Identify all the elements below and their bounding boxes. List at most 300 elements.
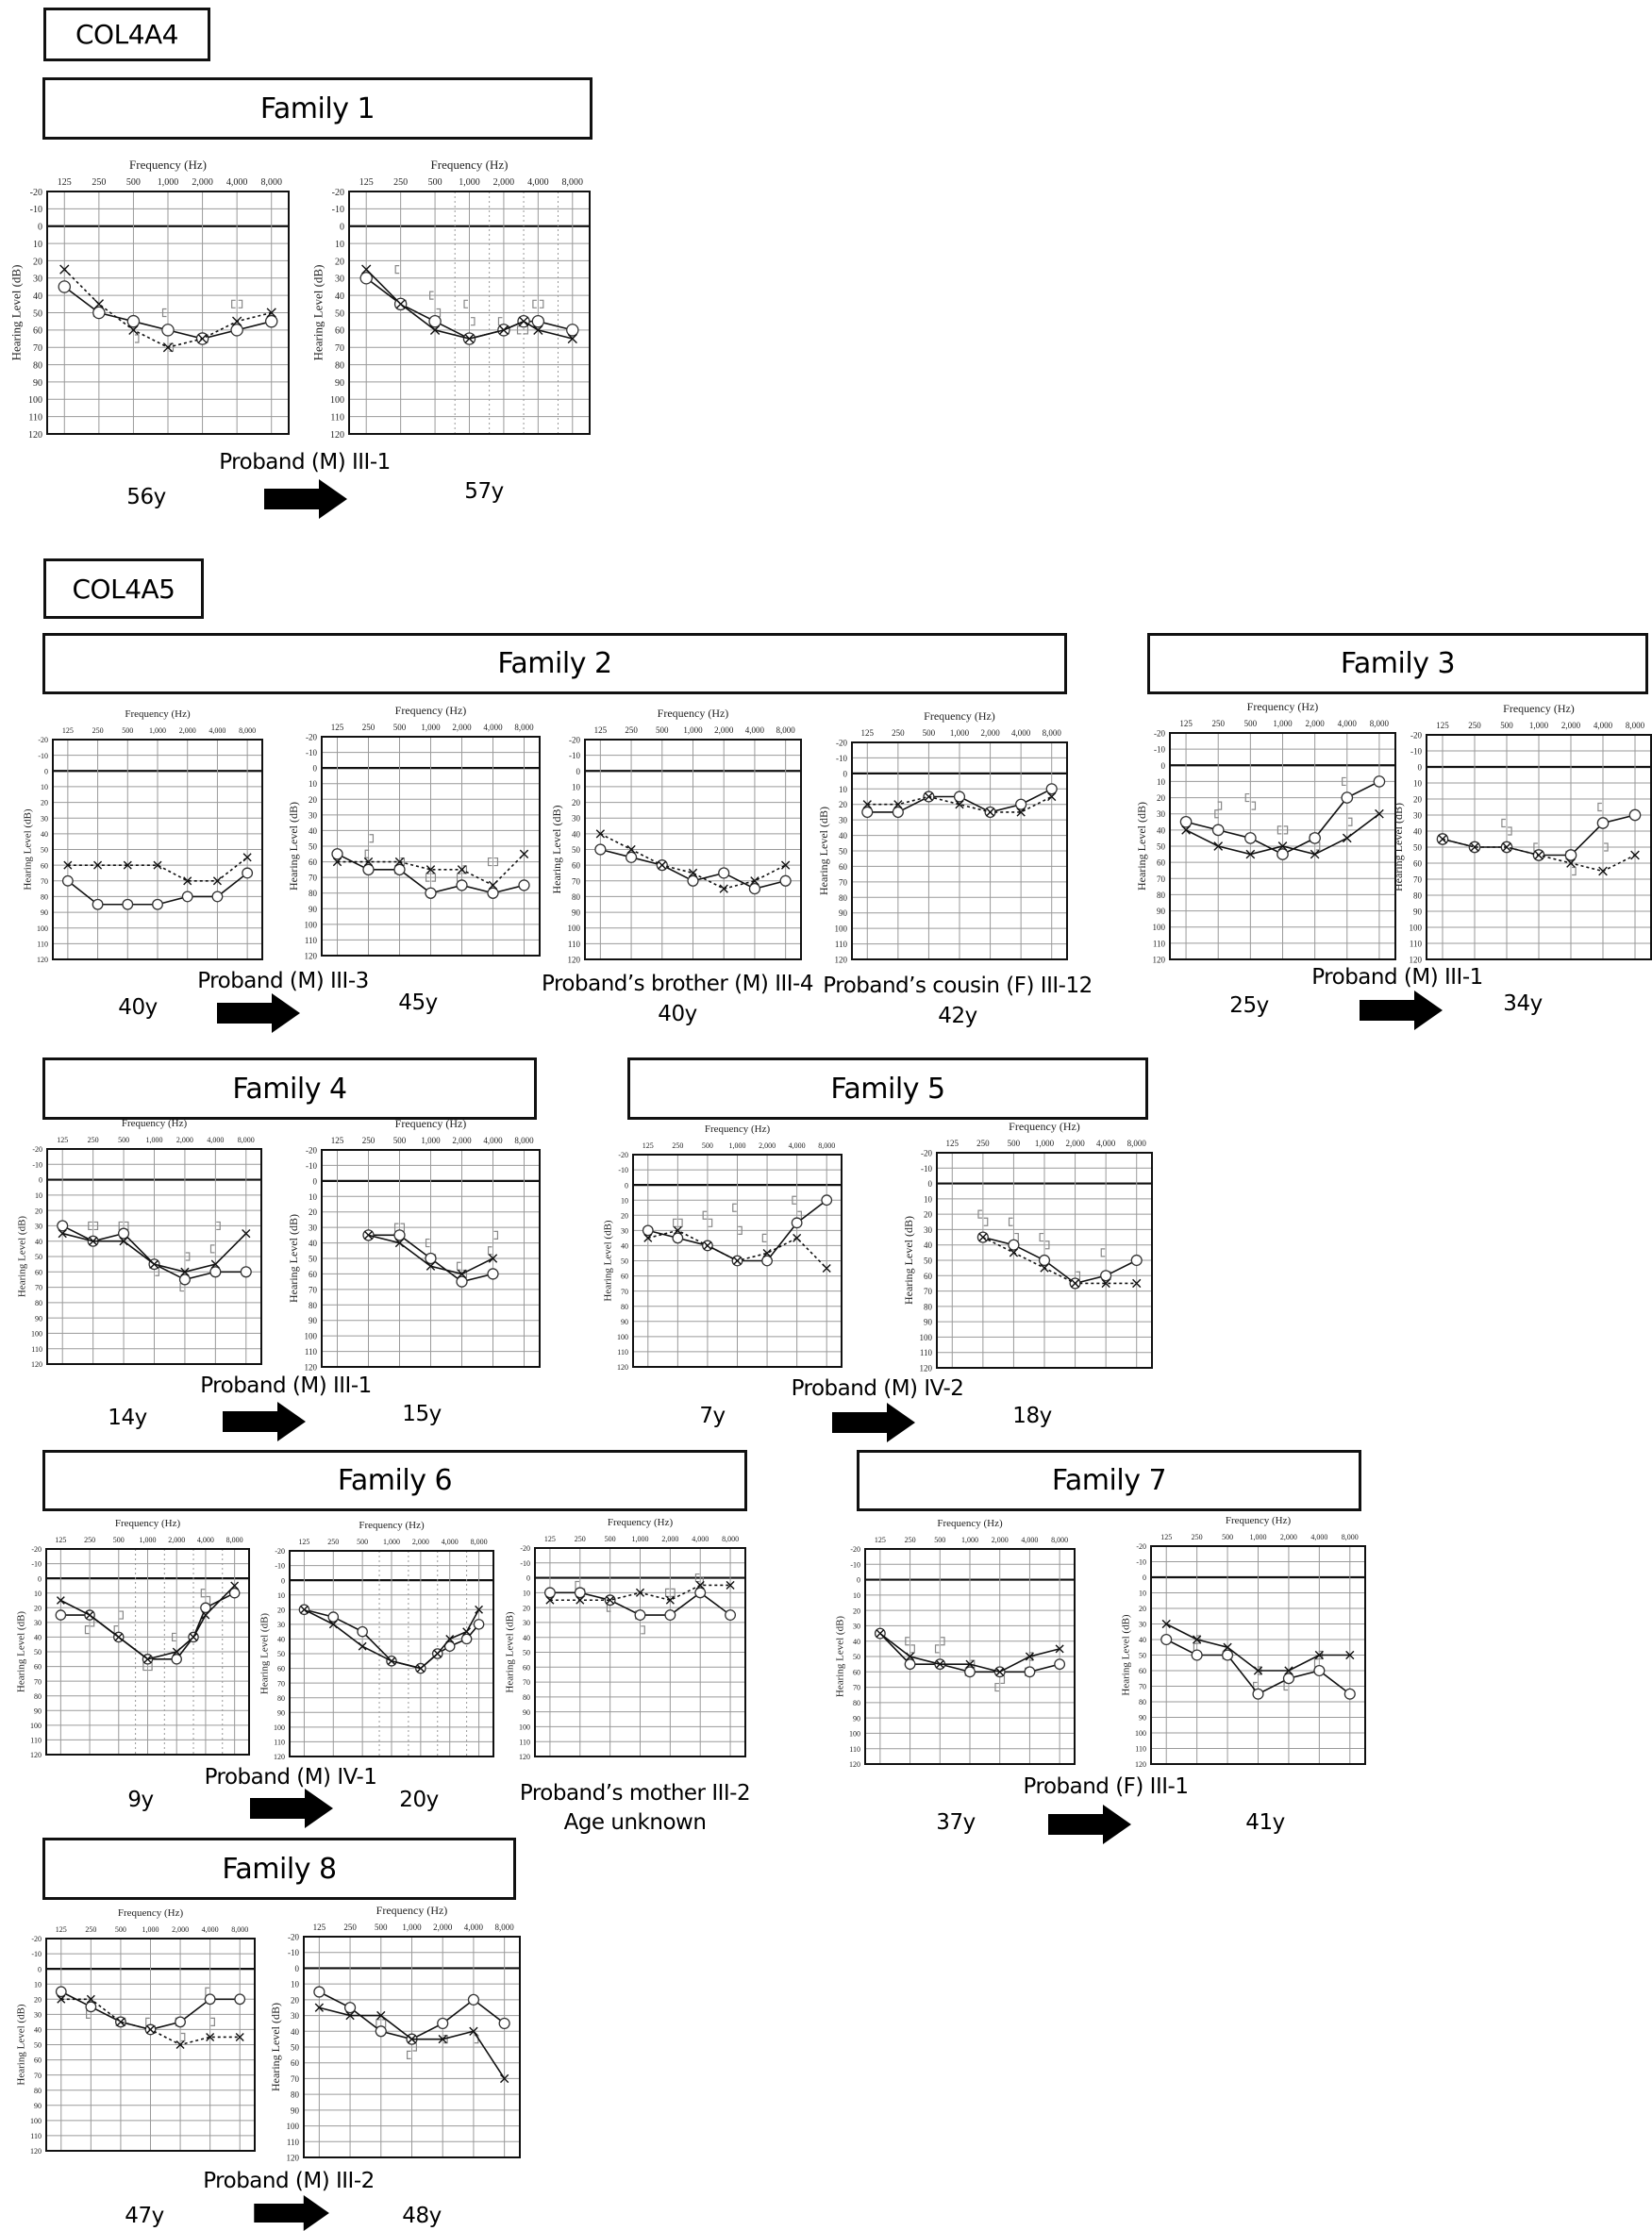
svg-text:20: 20 bbox=[853, 1607, 860, 1616]
svg-text:125: 125 bbox=[1436, 721, 1449, 730]
svg-text:60: 60 bbox=[34, 1662, 42, 1672]
svg-text:125: 125 bbox=[642, 1141, 654, 1150]
svg-text:90: 90 bbox=[309, 904, 317, 914]
svg-text:100: 100 bbox=[304, 1331, 317, 1341]
svg-text:2,000: 2,000 bbox=[178, 726, 196, 735]
audiogram-f5_18y bbox=[890, 1106, 1171, 1377]
svg-text:110: 110 bbox=[849, 1744, 860, 1754]
svg-text:80: 80 bbox=[853, 1699, 860, 1708]
audiogram-f4_14y bbox=[0, 1102, 280, 1374]
svg-text:125: 125 bbox=[874, 1536, 886, 1544]
svg-text:50: 50 bbox=[41, 845, 48, 855]
svg-text:1,000: 1,000 bbox=[402, 1923, 422, 1932]
svg-text:125: 125 bbox=[945, 1139, 959, 1148]
svg-text:60: 60 bbox=[1139, 1667, 1146, 1676]
svg-text:8,000: 8,000 bbox=[1341, 1533, 1359, 1541]
svg-text:110: 110 bbox=[834, 940, 847, 950]
subject-label: Proband (M) IV-1 bbox=[204, 1765, 377, 1790]
svg-text:0: 0 bbox=[38, 222, 42, 233]
family-2-header bbox=[42, 633, 1067, 694]
svg-text:-20: -20 bbox=[1154, 728, 1165, 739]
svg-text:250: 250 bbox=[92, 726, 104, 735]
age-label: 40y bbox=[658, 1002, 697, 1026]
svg-text:100: 100 bbox=[1409, 923, 1422, 933]
svg-text:125: 125 bbox=[330, 723, 344, 732]
svg-text:20: 20 bbox=[1157, 793, 1165, 804]
svg-text:2,000: 2,000 bbox=[452, 1136, 472, 1145]
svg-text:0: 0 bbox=[927, 1179, 932, 1190]
svg-text:80: 80 bbox=[291, 2089, 299, 2100]
svg-text:100: 100 bbox=[849, 1729, 860, 1739]
svg-text:60: 60 bbox=[335, 325, 344, 337]
svg-text:-20: -20 bbox=[569, 735, 580, 745]
svg-text:100: 100 bbox=[286, 2122, 299, 2132]
svg-text:0: 0 bbox=[294, 1963, 299, 1973]
svg-text:120: 120 bbox=[617, 1363, 628, 1373]
svg-text:-10: -10 bbox=[520, 1558, 530, 1568]
svg-text:120: 120 bbox=[286, 2153, 299, 2163]
svg-text:80: 80 bbox=[41, 892, 48, 902]
svg-text:20: 20 bbox=[309, 1207, 317, 1218]
svg-text:8,000: 8,000 bbox=[776, 725, 795, 735]
svg-text:40: 40 bbox=[1157, 825, 1165, 836]
svg-text:0: 0 bbox=[576, 766, 580, 776]
audiogram-f1_57y bbox=[302, 144, 609, 443]
svg-text:1,000: 1,000 bbox=[1273, 719, 1293, 728]
svg-text:70: 70 bbox=[41, 876, 48, 886]
svg-text:70: 70 bbox=[839, 877, 847, 888]
svg-text:70: 70 bbox=[34, 2071, 42, 2080]
svg-text:120: 120 bbox=[1409, 955, 1422, 965]
svg-text:90: 90 bbox=[839, 908, 847, 919]
svg-text:110: 110 bbox=[519, 1738, 530, 1747]
svg-text:70: 70 bbox=[309, 1285, 317, 1295]
svg-text:0: 0 bbox=[44, 767, 48, 776]
svg-text:0: 0 bbox=[38, 1574, 42, 1584]
svg-text:100: 100 bbox=[919, 1332, 932, 1342]
svg-text:80: 80 bbox=[1157, 890, 1165, 900]
svg-text:80: 80 bbox=[34, 1691, 42, 1701]
svg-text:8,000: 8,000 bbox=[722, 1535, 740, 1543]
svg-text:Hearing Level (dB): Hearing Level (dB) bbox=[15, 2004, 27, 2086]
svg-text:250: 250 bbox=[84, 1536, 96, 1544]
svg-text:120: 120 bbox=[567, 955, 580, 965]
svg-text:90: 90 bbox=[1139, 1713, 1146, 1723]
svg-text:4,000: 4,000 bbox=[483, 1136, 503, 1145]
svg-text:110: 110 bbox=[286, 2137, 299, 2147]
svg-text:1,000: 1,000 bbox=[1034, 1139, 1055, 1148]
svg-text:0: 0 bbox=[526, 1573, 530, 1583]
audiogram-f5_7y bbox=[586, 1107, 860, 1376]
svg-text:60: 60 bbox=[572, 860, 580, 871]
svg-text:Hearing Level (dB): Hearing Level (dB) bbox=[1392, 803, 1405, 891]
svg-text:110: 110 bbox=[28, 412, 42, 424]
svg-text:60: 60 bbox=[924, 1271, 932, 1281]
svg-text:8,000: 8,000 bbox=[1051, 1536, 1069, 1544]
svg-text:4,000: 4,000 bbox=[692, 1535, 709, 1543]
svg-text:60: 60 bbox=[853, 1668, 860, 1677]
svg-text:4,000: 4,000 bbox=[196, 1536, 214, 1544]
svg-text:-10: -10 bbox=[1154, 744, 1165, 755]
svg-text:-10: -10 bbox=[921, 1163, 932, 1174]
svg-text:Hearing Level (dB): Hearing Level (dB) bbox=[15, 1610, 27, 1693]
svg-text:20: 20 bbox=[309, 794, 317, 805]
family-title: Family 2 bbox=[497, 647, 612, 680]
svg-text:120: 120 bbox=[304, 951, 317, 961]
svg-text:80: 80 bbox=[621, 1302, 628, 1311]
svg-text:8,000: 8,000 bbox=[237, 1136, 255, 1144]
svg-text:10: 10 bbox=[33, 239, 42, 250]
svg-text:4,000: 4,000 bbox=[1096, 1139, 1116, 1148]
svg-text:90: 90 bbox=[572, 907, 580, 918]
svg-text:-20: -20 bbox=[520, 1544, 530, 1554]
svg-text:1,000: 1,000 bbox=[383, 1538, 400, 1546]
svg-text:90: 90 bbox=[1413, 907, 1422, 917]
svg-text:500: 500 bbox=[604, 1535, 616, 1543]
svg-text:125: 125 bbox=[1179, 719, 1193, 728]
svg-text:125: 125 bbox=[55, 1536, 67, 1544]
svg-text:80: 80 bbox=[335, 360, 344, 372]
svg-text:100: 100 bbox=[1135, 1729, 1146, 1739]
svg-text:70: 70 bbox=[33, 343, 42, 355]
svg-text:70: 70 bbox=[34, 1677, 42, 1687]
svg-text:-20: -20 bbox=[288, 1932, 299, 1942]
svg-text:40: 40 bbox=[335, 291, 344, 302]
svg-text:1,000: 1,000 bbox=[145, 1136, 163, 1144]
svg-text:250: 250 bbox=[976, 1139, 990, 1148]
svg-text:-10: -10 bbox=[331, 205, 344, 216]
svg-text:100: 100 bbox=[30, 2117, 42, 2126]
svg-text:500: 500 bbox=[118, 1136, 130, 1144]
svg-text:70: 70 bbox=[291, 2073, 299, 2084]
svg-text:30: 30 bbox=[853, 1622, 860, 1631]
family-title: Family 4 bbox=[232, 1072, 347, 1106]
svg-text:Hearing Level (dB): Hearing Level (dB) bbox=[1120, 1614, 1132, 1696]
audiogram-f6_20y bbox=[242, 1504, 512, 1766]
svg-text:1,000: 1,000 bbox=[421, 723, 441, 732]
svg-text:60: 60 bbox=[34, 2056, 42, 2065]
svg-text:30: 30 bbox=[572, 813, 580, 824]
svg-text:0: 0 bbox=[39, 1175, 42, 1185]
svg-text:1,000: 1,000 bbox=[1528, 721, 1549, 730]
svg-text:-20: -20 bbox=[306, 1145, 317, 1156]
svg-text:Frequency (Hz): Frequency (Hz) bbox=[704, 1124, 771, 1135]
svg-text:70: 70 bbox=[523, 1678, 530, 1688]
svg-text:Hearing Level (dB): Hearing Level (dB) bbox=[504, 1611, 516, 1693]
arrow-right-icon bbox=[264, 479, 349, 519]
svg-text:30: 30 bbox=[335, 274, 344, 285]
audiogram-f2_brother_40y bbox=[538, 692, 820, 969]
svg-text:1,000: 1,000 bbox=[728, 1141, 746, 1150]
arrow-right-icon bbox=[217, 993, 302, 1033]
svg-text:0: 0 bbox=[312, 763, 317, 774]
svg-text:90: 90 bbox=[924, 1317, 932, 1327]
svg-text:40: 40 bbox=[33, 291, 42, 302]
family-title: Family 7 bbox=[1051, 1464, 1167, 1497]
svg-text:Hearing Level (dB): Hearing Level (dB) bbox=[16, 1215, 28, 1298]
svg-text:50: 50 bbox=[33, 308, 42, 320]
svg-text:20: 20 bbox=[34, 1604, 42, 1613]
svg-text:40: 40 bbox=[572, 829, 580, 840]
svg-text:4,000: 4,000 bbox=[207, 1136, 225, 1144]
subject-label: Proband (M) III-1 bbox=[219, 450, 391, 475]
svg-text:120: 120 bbox=[1135, 1760, 1146, 1770]
svg-text:20: 20 bbox=[839, 800, 847, 810]
svg-text:-10: -10 bbox=[618, 1166, 628, 1175]
svg-text:Hearing Level (dB): Hearing Level (dB) bbox=[902, 1216, 915, 1305]
svg-text:120: 120 bbox=[1152, 955, 1165, 965]
svg-text:-20: -20 bbox=[1136, 1542, 1146, 1552]
svg-text:1,000: 1,000 bbox=[1249, 1533, 1267, 1541]
svg-text:20: 20 bbox=[1413, 794, 1422, 805]
svg-text:90: 90 bbox=[853, 1714, 860, 1723]
svg-text:0: 0 bbox=[1417, 762, 1422, 773]
svg-text:500: 500 bbox=[122, 726, 134, 735]
svg-text:10: 10 bbox=[572, 782, 580, 792]
svg-text:40: 40 bbox=[34, 1633, 42, 1642]
arrow-right-icon bbox=[1360, 991, 1444, 1030]
subject-label: Proband (M) III-1 bbox=[200, 1374, 372, 1398]
svg-text:-10: -10 bbox=[306, 748, 317, 758]
svg-text:30: 30 bbox=[523, 1619, 530, 1628]
svg-text:10: 10 bbox=[1157, 776, 1165, 787]
svg-text:70: 70 bbox=[572, 876, 580, 887]
svg-text:-20: -20 bbox=[275, 1547, 285, 1557]
svg-text:30: 30 bbox=[309, 1223, 317, 1233]
svg-text:110: 110 bbox=[304, 1347, 317, 1357]
svg-text:60: 60 bbox=[1413, 858, 1422, 869]
svg-text:30: 30 bbox=[1413, 810, 1422, 821]
svg-text:Frequency (Hz): Frequency (Hz) bbox=[125, 708, 191, 720]
svg-text:110: 110 bbox=[919, 1348, 932, 1358]
svg-text:80: 80 bbox=[33, 360, 42, 372]
svg-text:2,000: 2,000 bbox=[192, 177, 213, 188]
svg-text:100: 100 bbox=[330, 395, 344, 407]
audiogram-f1_56y bbox=[0, 144, 308, 443]
svg-text:-10: -10 bbox=[31, 1950, 42, 1959]
svg-text:Frequency (Hz): Frequency (Hz) bbox=[129, 158, 207, 172]
arrow-right-icon bbox=[1048, 1805, 1133, 1844]
svg-text:8,000: 8,000 bbox=[260, 177, 282, 188]
svg-text:-10: -10 bbox=[1136, 1557, 1146, 1567]
svg-text:0: 0 bbox=[625, 1181, 628, 1190]
svg-text:-20: -20 bbox=[921, 1148, 932, 1158]
audiogram-f3_25y bbox=[1123, 686, 1414, 969]
svg-text:60: 60 bbox=[309, 1269, 317, 1279]
subject-label: Proband (M) III-3 bbox=[197, 969, 369, 993]
svg-text:Frequency (Hz): Frequency (Hz) bbox=[937, 1518, 1003, 1529]
svg-text:110: 110 bbox=[31, 1344, 42, 1354]
svg-text:70: 70 bbox=[1139, 1682, 1146, 1691]
svg-text:250: 250 bbox=[361, 723, 375, 732]
svg-text:10: 10 bbox=[853, 1591, 860, 1601]
svg-text:40: 40 bbox=[924, 1240, 932, 1251]
subject-label: Proband’s brother (M) III-4 bbox=[542, 972, 813, 996]
svg-text:1,000: 1,000 bbox=[149, 726, 166, 735]
svg-text:2,000: 2,000 bbox=[1560, 721, 1581, 730]
svg-text:4,000: 4,000 bbox=[1310, 1533, 1328, 1541]
svg-text:8,000: 8,000 bbox=[470, 1538, 488, 1546]
svg-text:500: 500 bbox=[375, 1923, 388, 1932]
audiogram-f4_15y bbox=[275, 1103, 559, 1376]
svg-text:500: 500 bbox=[1500, 721, 1513, 730]
svg-text:4,000: 4,000 bbox=[463, 1923, 484, 1932]
svg-text:500: 500 bbox=[656, 725, 669, 735]
svg-text:80: 80 bbox=[1413, 891, 1422, 901]
svg-text:50: 50 bbox=[309, 841, 317, 852]
svg-text:1,000: 1,000 bbox=[459, 177, 480, 188]
arrow-right-icon bbox=[250, 2195, 335, 2231]
subject-label: Proband (M) IV-2 bbox=[791, 1376, 964, 1401]
svg-text:-10: -10 bbox=[29, 205, 42, 216]
svg-text:250: 250 bbox=[1468, 721, 1481, 730]
svg-text:125: 125 bbox=[359, 177, 374, 188]
svg-text:20: 20 bbox=[41, 798, 48, 807]
svg-text:250: 250 bbox=[1211, 719, 1225, 728]
svg-text:110: 110 bbox=[304, 935, 317, 945]
svg-text:500: 500 bbox=[392, 1136, 407, 1145]
svg-text:90: 90 bbox=[34, 2101, 42, 2110]
svg-text:120: 120 bbox=[304, 1362, 317, 1373]
svg-text:2,000: 2,000 bbox=[411, 1538, 429, 1546]
svg-text:Frequency (Hz): Frequency (Hz) bbox=[117, 1907, 184, 1919]
svg-text:60: 60 bbox=[621, 1272, 628, 1281]
svg-text:250: 250 bbox=[343, 1923, 357, 1932]
svg-text:20: 20 bbox=[34, 1995, 42, 2005]
svg-text:-20: -20 bbox=[331, 187, 344, 198]
audiogram-f2_cousin_42y bbox=[805, 695, 1086, 969]
svg-text:100: 100 bbox=[274, 1723, 285, 1733]
svg-text:Hearing Level (dB): Hearing Level (dB) bbox=[310, 264, 325, 361]
svg-text:-10: -10 bbox=[850, 1560, 860, 1570]
svg-text:10: 10 bbox=[621, 1196, 628, 1206]
svg-text:250: 250 bbox=[1191, 1533, 1203, 1541]
audiogram-f6_mother bbox=[488, 1501, 764, 1766]
svg-text:Frequency (Hz): Frequency (Hz) bbox=[924, 709, 995, 723]
svg-text:30: 30 bbox=[839, 815, 847, 825]
svg-text:250: 250 bbox=[361, 1136, 375, 1145]
svg-text:0: 0 bbox=[312, 1176, 317, 1187]
subject-label: Proband’s mother III-2 bbox=[519, 1781, 751, 1806]
svg-text:1,000: 1,000 bbox=[961, 1536, 978, 1544]
svg-text:2,000: 2,000 bbox=[175, 1136, 193, 1144]
svg-text:40: 40 bbox=[1413, 826, 1422, 837]
svg-text:110: 110 bbox=[1409, 939, 1422, 949]
svg-text:8,000: 8,000 bbox=[1625, 721, 1645, 730]
svg-text:2,000: 2,000 bbox=[1305, 719, 1325, 728]
family-title: Family 6 bbox=[337, 1464, 453, 1497]
svg-text:20: 20 bbox=[523, 1604, 530, 1613]
svg-text:250: 250 bbox=[92, 177, 107, 188]
svg-text:125: 125 bbox=[312, 1923, 326, 1932]
age-label: 7y bbox=[699, 1404, 726, 1428]
svg-text:100: 100 bbox=[37, 924, 48, 933]
svg-text:80: 80 bbox=[523, 1693, 530, 1703]
svg-text:4,000: 4,000 bbox=[225, 177, 248, 188]
svg-text:Hearing Level (dB): Hearing Level (dB) bbox=[550, 805, 563, 894]
svg-text:Hearing Level (dB): Hearing Level (dB) bbox=[8, 264, 24, 361]
svg-text:1,000: 1,000 bbox=[157, 177, 179, 188]
svg-text:2,000: 2,000 bbox=[991, 1536, 1009, 1544]
svg-text:-20: -20 bbox=[38, 736, 48, 745]
svg-text:30: 30 bbox=[34, 2010, 42, 2020]
svg-text:125: 125 bbox=[330, 1136, 344, 1145]
subject-label: Proband (F) III-1 bbox=[1023, 1774, 1189, 1799]
svg-text:90: 90 bbox=[33, 377, 42, 389]
svg-text:4,000: 4,000 bbox=[209, 726, 226, 735]
svg-text:90: 90 bbox=[523, 1707, 530, 1717]
svg-text:80: 80 bbox=[309, 1300, 317, 1310]
svg-text:-10: -10 bbox=[31, 1559, 42, 1569]
svg-text:8,000: 8,000 bbox=[1369, 719, 1390, 728]
svg-text:40: 40 bbox=[621, 1241, 628, 1251]
svg-text:8,000: 8,000 bbox=[231, 1925, 249, 1934]
svg-text:-20: -20 bbox=[31, 1545, 42, 1555]
svg-text:10: 10 bbox=[1139, 1589, 1146, 1598]
svg-text:2,000: 2,000 bbox=[433, 1923, 453, 1932]
svg-text:250: 250 bbox=[892, 728, 905, 738]
svg-text:60: 60 bbox=[309, 857, 317, 868]
svg-text:110: 110 bbox=[567, 939, 580, 949]
audiogram-f7_41y bbox=[1104, 1499, 1384, 1773]
audiogram-f7_37y bbox=[818, 1502, 1093, 1773]
svg-text:70: 70 bbox=[1157, 874, 1165, 884]
svg-text:1,000: 1,000 bbox=[139, 1536, 157, 1544]
svg-text:50: 50 bbox=[1157, 841, 1165, 852]
svg-text:4,000: 4,000 bbox=[1021, 1536, 1039, 1544]
svg-text:50: 50 bbox=[277, 1650, 285, 1659]
svg-text:125: 125 bbox=[55, 1925, 67, 1934]
svg-text:Frequency (Hz): Frequency (Hz) bbox=[607, 1517, 674, 1528]
svg-text:20: 20 bbox=[621, 1211, 628, 1221]
subject-label: Proband’s cousin (F) III-12 bbox=[823, 974, 1093, 998]
svg-text:2,000: 2,000 bbox=[980, 728, 1000, 738]
svg-text:90: 90 bbox=[621, 1317, 628, 1326]
svg-text:40: 40 bbox=[309, 825, 317, 836]
svg-text:Frequency (Hz): Frequency (Hz) bbox=[1503, 702, 1575, 715]
svg-text:10: 10 bbox=[34, 1980, 42, 1990]
svg-text:120: 120 bbox=[30, 1751, 42, 1760]
svg-text:10: 10 bbox=[41, 783, 48, 792]
svg-text:4,000: 4,000 bbox=[744, 725, 765, 735]
svg-text:10: 10 bbox=[35, 1191, 42, 1201]
svg-text:70: 70 bbox=[924, 1287, 932, 1297]
svg-text:40: 40 bbox=[277, 1635, 285, 1644]
svg-text:110: 110 bbox=[37, 940, 48, 949]
svg-text:110: 110 bbox=[274, 1738, 285, 1747]
svg-text:-20: -20 bbox=[32, 1145, 42, 1155]
svg-text:500: 500 bbox=[112, 1536, 125, 1544]
svg-text:40: 40 bbox=[839, 831, 847, 841]
svg-text:-10: -10 bbox=[569, 751, 580, 761]
svg-text:125: 125 bbox=[61, 726, 74, 735]
svg-text:250: 250 bbox=[327, 1538, 340, 1546]
svg-text:-20: -20 bbox=[850, 1545, 860, 1555]
svg-text:-10: -10 bbox=[306, 1160, 317, 1171]
svg-text:2,000: 2,000 bbox=[1065, 1139, 1085, 1148]
gene-label-col4a5 bbox=[43, 558, 204, 619]
family-title: Family 3 bbox=[1340, 647, 1456, 680]
age-label: 25y bbox=[1229, 993, 1269, 1018]
svg-text:Frequency (Hz): Frequency (Hz) bbox=[1009, 1120, 1080, 1133]
svg-text:-10: -10 bbox=[288, 1948, 299, 1958]
age-label: 40y bbox=[118, 995, 158, 1020]
svg-text:120: 120 bbox=[274, 1753, 285, 1762]
svg-text:80: 80 bbox=[35, 1299, 42, 1308]
svg-text:30: 30 bbox=[35, 1222, 42, 1231]
svg-text:500: 500 bbox=[114, 1925, 126, 1934]
svg-text:Hearing Level (dB): Hearing Level (dB) bbox=[1135, 802, 1148, 891]
